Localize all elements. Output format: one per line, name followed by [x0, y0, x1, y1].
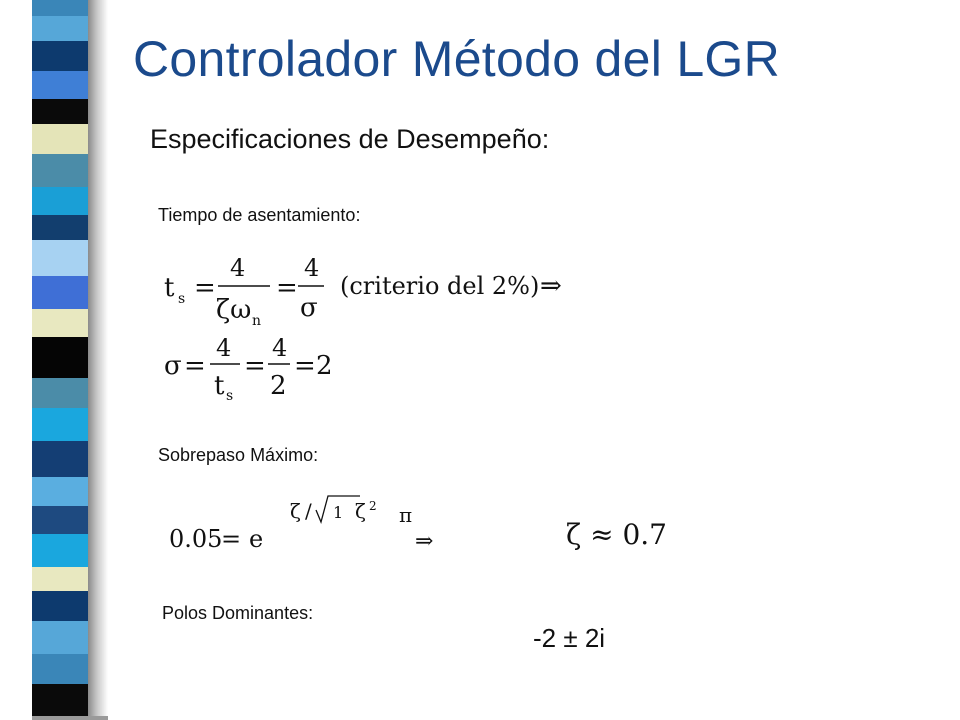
stripe-segment [32, 71, 88, 99]
eq1-implies-arrow: ⇒ [540, 271, 562, 301]
slide-title: Controlador Método del LGR [133, 31, 781, 87]
stripe-segment [32, 0, 88, 16]
stripe-segment [32, 124, 88, 154]
overshoot-label: Sobrepaso Máximo: [158, 445, 319, 465]
stripe-segment [32, 99, 88, 125]
slide-subtitle: Especificaciones de Desempeño: [150, 124, 550, 154]
stripe-segment [32, 240, 88, 275]
stripe-segment [32, 477, 88, 507]
eq2-num2: 4 [272, 334, 288, 362]
svg-text:=: = [194, 273, 216, 303]
eq3-exp-slash: / [305, 499, 312, 523]
svg-text:=: = [294, 351, 316, 381]
decorative-stripe-bar [32, 0, 88, 720]
stripe-segment [32, 567, 88, 591]
settling-time-equation [160, 250, 600, 330]
eq1-num2: 4 [304, 254, 320, 282]
bottom-shadow [32, 716, 108, 720]
svg-text:=: = [244, 351, 266, 381]
stripe-segment [32, 16, 88, 42]
stripe-segment [32, 591, 88, 621]
stripe-segment [32, 187, 88, 215]
sigma-equation [160, 332, 360, 408]
eq1-den1: ζω [216, 295, 252, 325]
stripe-segment [32, 534, 88, 567]
eq3-exp-zeta: ζ [290, 499, 301, 523]
eq2-den2: 2 [270, 371, 287, 401]
eq3-lhs: 0.05 [169, 525, 223, 553]
zeta-approx-equation: ζ ≈ 0.7 [566, 518, 667, 551]
eq3-exp-sq: 2 [369, 499, 377, 513]
stripe-segment [32, 337, 88, 378]
stripe-segment [32, 684, 88, 720]
eq2-result: 2 [316, 351, 333, 381]
svg-text:=: = [276, 273, 298, 303]
stripe-segment [32, 215, 88, 241]
stripe-segment [32, 408, 88, 441]
stripe-segment [32, 506, 88, 534]
settling-time-label: Tiempo de asentamiento: [158, 205, 361, 225]
eq3-implies-arrow: ⇒ [415, 529, 434, 554]
stripe-segment [32, 154, 88, 187]
eq3-exp-pi: π [399, 503, 413, 527]
stripe-segment [32, 41, 88, 71]
eq3-base: e [249, 525, 264, 553]
eq1-lhs-sub: s [178, 291, 186, 307]
stripe-segment [32, 276, 88, 309]
svg-text:=: = [184, 351, 206, 381]
eq3-exp-one: 1 [333, 503, 344, 522]
stripe-segment [32, 378, 88, 408]
eq1-den1-sub: n [252, 313, 262, 329]
eq1-criterion: (criterio del 2%) [340, 272, 540, 300]
dominant-poles-value: -2 ± 2i [533, 623, 606, 653]
stripe-shadow [88, 0, 108, 720]
svg-text:=: = [221, 525, 242, 553]
stripe-segment [32, 309, 88, 337]
stripe-segment [32, 441, 88, 476]
eq2-num1: 4 [216, 334, 232, 362]
eq1-lhs: t [164, 273, 175, 303]
stripe-segment [32, 621, 88, 654]
eq1-den2: σ [300, 293, 318, 323]
eq3-exp-zeta2: ζ [355, 499, 366, 523]
eq1-num1: 4 [230, 254, 246, 282]
overshoot-equation [165, 492, 465, 562]
eq2-lhs: σ [164, 351, 182, 381]
eq2-den1-sub: s [226, 388, 234, 404]
eq2-den1: t [214, 371, 225, 401]
stripe-segment [32, 654, 88, 684]
dominant-poles-label: Polos Dominantes: [162, 603, 314, 623]
